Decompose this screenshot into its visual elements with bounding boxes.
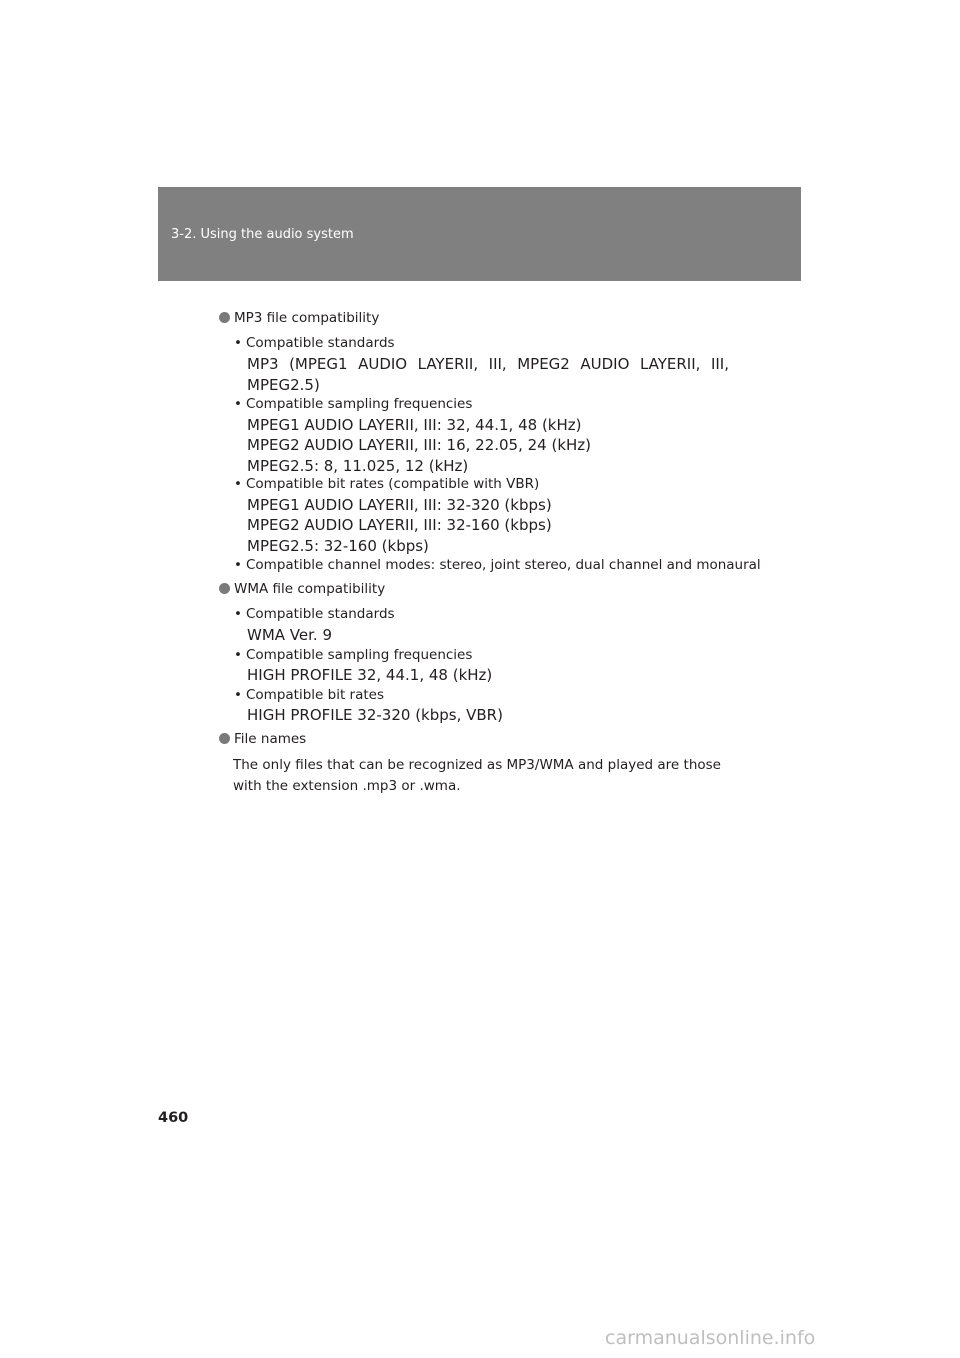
watermark-text: carmanualsonline.info <box>605 1327 816 1349</box>
mp3-bitrates-value: MPEG2.5: 32-160 (kbps) <box>247 537 429 555</box>
filenames-heading: File names <box>219 731 306 747</box>
wma-standards-value: WMA Ver. 9 <box>247 626 332 644</box>
filenames-paragraph: The only files that can be recognized as MP3/WMA and played are those with the extension .mp3 or .wma. <box>233 757 721 794</box>
wma-bitrates-label: • Compatible bit rates <box>234 687 384 703</box>
mp3-standards-value: MP3 (MPEG1 AUDIO LAYERII, III, MPEG2 AUDIO LAYERII, III, <box>247 355 729 373</box>
section-title: 3-2. Using the audio system <box>171 227 354 242</box>
wma-sampling-label: • Compatible sampling frequencies <box>234 647 473 663</box>
mp3-sampling-value: MPEG1 AUDIO LAYERII, III: 32, 44.1, 48 (kHz) <box>247 416 582 434</box>
mp3-channel-modes: • Compatible channel modes: stereo, joint stereo, dual channel and monaural <box>234 557 761 573</box>
bullet-dot-icon <box>219 312 230 323</box>
mp3-sampling-value: MPEG2.5: 8, 11.025, 12 (kHz) <box>247 457 469 475</box>
mp3-bitrates-value: MPEG1 AUDIO LAYERII, III: 32-320 (kbps) <box>247 496 552 514</box>
wma-bitrates-value: HIGH PROFILE 32-320 (kbps, VBR) <box>247 706 503 724</box>
mp3-sampling-label: • Compatible sampling frequencies <box>234 396 473 412</box>
wma-standards-label: • Compatible standards <box>234 606 395 622</box>
mp3-bitrates-label: • Compatible bit rates (compatible with VBR) <box>234 476 540 492</box>
mp3-standards-value-cont: MPEG2.5) <box>247 376 320 394</box>
mp3-bitrates-value: MPEG2 AUDIO LAYERII, III: 32-160 (kbps) <box>247 516 552 534</box>
mp3-heading: MP3 file compatibility <box>219 310 379 326</box>
wma-heading: WMA file compatibility <box>219 581 385 597</box>
wma-sampling-value: HIGH PROFILE 32, 44.1, 48 (kHz) <box>247 666 493 684</box>
bullet-dot-icon <box>219 733 230 744</box>
section-header-bar <box>158 187 801 281</box>
bullet-dot-icon <box>219 583 230 594</box>
mp3-sampling-value: MPEG2 AUDIO LAYERII, III: 16, 22.05, 24 (kHz) <box>247 436 592 454</box>
page-number: 460 <box>158 1110 189 1126</box>
mp3-standards-label: • Compatible standards <box>234 335 395 351</box>
